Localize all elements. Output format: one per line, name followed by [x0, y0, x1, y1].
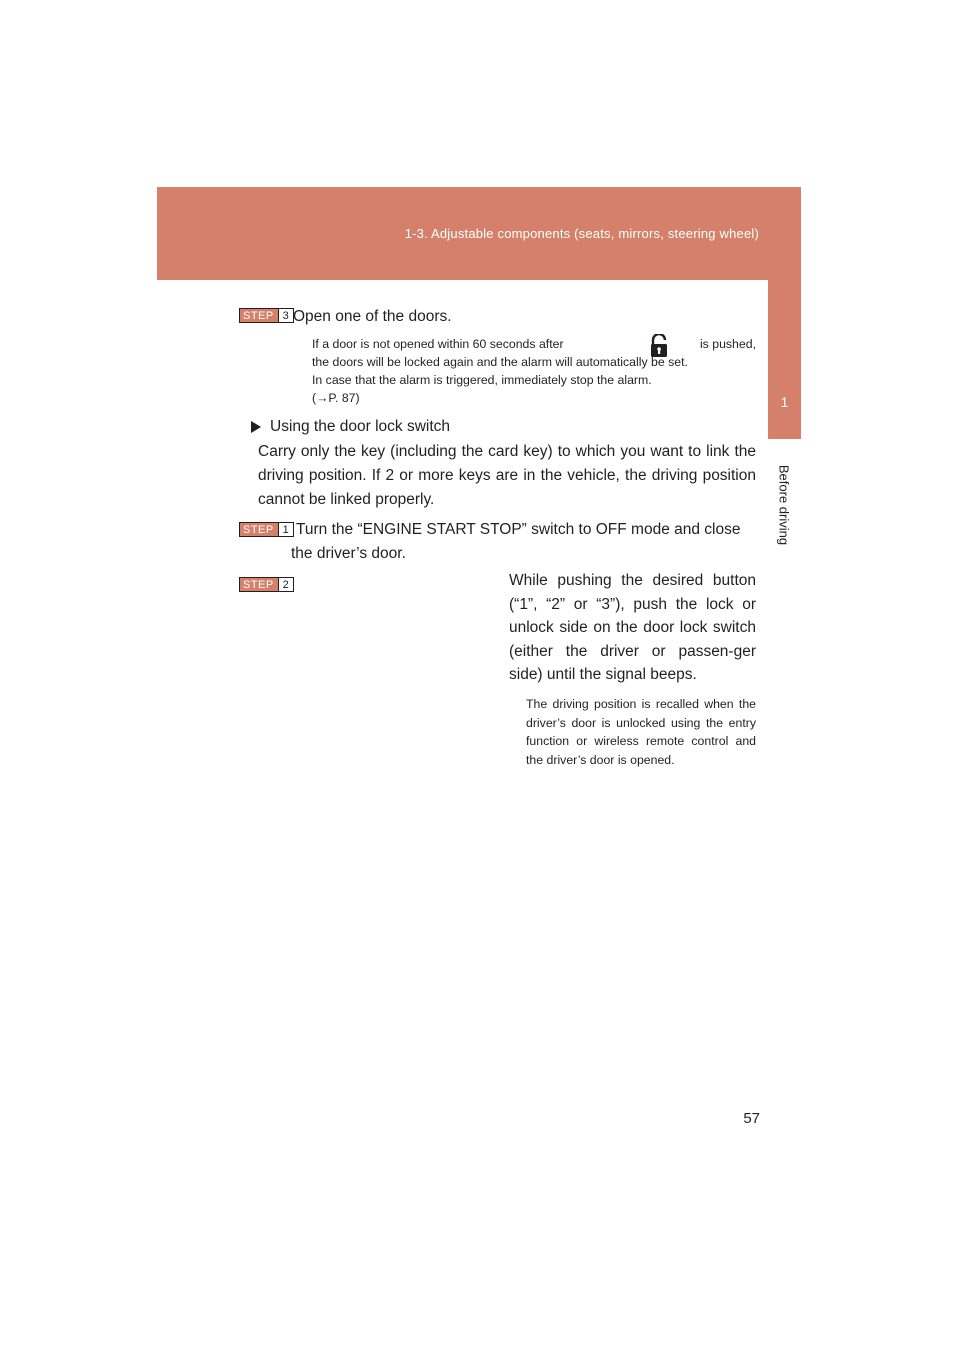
step3-note-part2: is pushed,	[699, 337, 756, 351]
step-badge-number: 3	[278, 309, 293, 322]
chapter-label: Before driving	[776, 464, 792, 546]
step-badge-word: STEP	[240, 523, 278, 536]
step-badge-word: STEP	[240, 309, 278, 322]
triangle-bullet-icon	[251, 421, 261, 433]
chapter-number: 1	[780, 394, 789, 410]
door-switch-title: Using the door lock switch	[270, 418, 451, 435]
step3-note-part1: If a door is not opened within 60 seconds after	[312, 337, 564, 351]
step-badge-number: 2	[278, 578, 293, 591]
step2-note: The driving position is recalled when the driver’s door is unlocked using the entry function or wireless remote control and the driver’s door is opened.	[526, 697, 756, 767]
page-number: 57	[743, 1110, 760, 1127]
step1-line2: the driver’s door.	[291, 545, 406, 562]
door-switch-body: Carry only the key (including the card key) to which you want to link the driving position. If 2 or more keys are in the vehicle, the driving position cannot be linked properly.	[258, 443, 756, 508]
step-badge-number: 1	[278, 523, 293, 536]
step2-badge	[239, 577, 294, 592]
step1-line1: Turn the “ENGINE START STOP” switch to OFF mode and close	[296, 521, 741, 538]
step3-note-ref: (→P. 87)	[312, 391, 360, 405]
step3-badge	[239, 308, 294, 323]
step-badge-word: STEP	[240, 578, 278, 591]
step1-badge	[239, 522, 294, 537]
step3-heading: Open one of the doors.	[293, 308, 452, 325]
step3-note-line3: In case that the alarm is triggered, immediately stop the alarm.	[312, 373, 652, 387]
step3-note-line2: the doors will be locked again and the alarm will automatically be set.	[312, 355, 688, 369]
step2-body: While pushing the desired button (“1”, “2” or “3”), push the lock or unlock side on the door lock switch (either the driver or passen-ger side) until the signal beeps.	[509, 572, 756, 683]
section-title: 1-3. Adjustable components (seats, mirrors, steering wheel)	[404, 226, 759, 241]
